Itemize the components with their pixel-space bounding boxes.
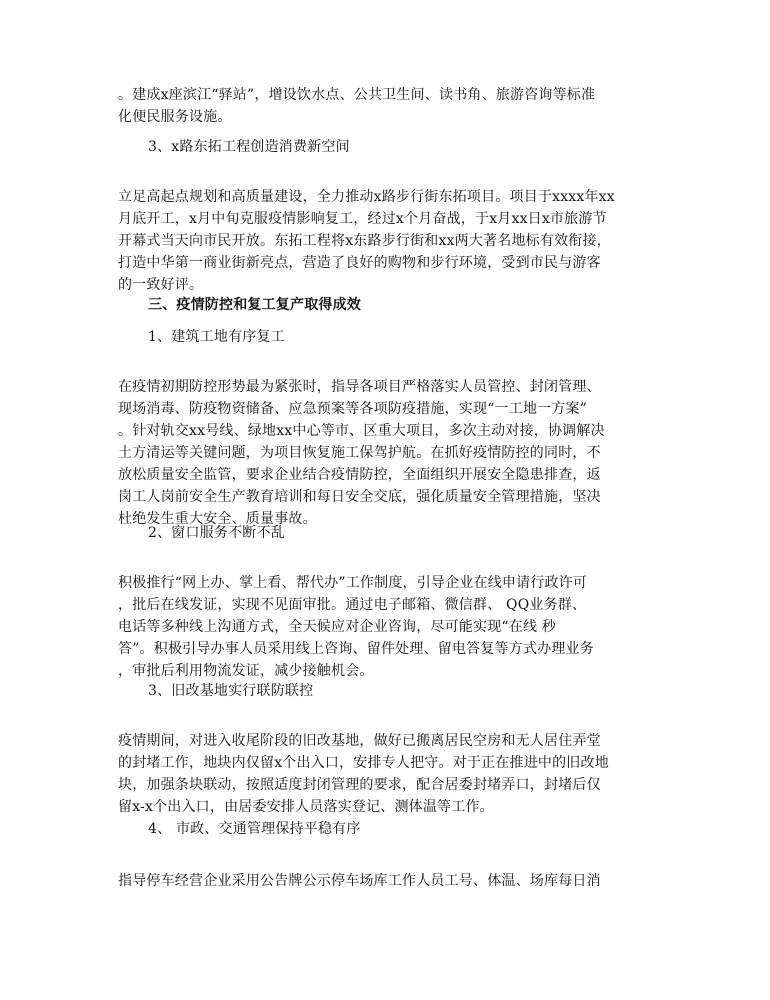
subheading-window-services: 2、窗口服务不断不乱 (148, 525, 285, 541)
section-heading-epidemic-control: 三、疫情防控和复工复产取得成效 (148, 297, 361, 313)
paragraph-old-renovation-bases: 疫情期间，对进入收尾阶段的旧改基地，做好已搬离居民空房和无人居住弄堂 的封堵工作，地块内仅留x个出入口，安排专人把守。对于正在推进中的旧改地 块，加强条块联动，按照适度封闭管理的要求，配合居委封堵弄口，封堵后仅 留x-x个出入口，由居委安排人员落实登记、测体温等工作。 (118, 733, 609, 815)
paragraph-window-services: 积极推行“网上办、掌上看、帮代办”工作制度，引导企业在线申请行政许可 ，批后在线发证，实现不见面审批。通过电子邮箱、微信群、 QQ业务群、 电话等多种线上沟通方式，全天候应对企业咨询，尽可能实现“在线 秒 答”。积极引导办事人员采用线上咨询、留件处理、留电答复等方式办理业务 ，审批后利用物流发证，减少接触机会。 (118, 575, 594, 679)
subheading-traffic-management: 4、 市政、交通管理保持平稳有序 (148, 821, 361, 837)
intro-paragraph: 。建成x座滨江“驿站”，增设饮水点、公共卫生间、读书角、旅游咨询等标准 化便民服务设施。 (118, 87, 596, 125)
subheading-construction-sites: 1、建筑工地有序复工 (148, 329, 285, 345)
paragraph-eastward-expansion: 立足高起点规划和高质量建设，全力推动x路步行街东拓项目。项目于xxxx年xx 月底开工，x月中旬克服疫情影响复工，经过x个月奋战，于x月xx日x市旅游节 开幕式当天向市民开放。东拓工程将x东路步行街和xx两大著名地标有效衔接， 打造中华第一商业街新亮点，营造了良好的购物和步行环境，受到市民与游客 的一致好评。 (118, 189, 615, 293)
subheading-old-renovation-bases: 3、旧改基地实行联防联控 (148, 683, 314, 699)
paragraph-construction-sites: 在疫情初期防控形势最为紧张时，指导各项目严格落实人员管控、封闭管理、 现场消毒、防疫物资储备、应急预案等各项防疫措施，实现“一工地一方案” 。针对轨交xx号线、绿地xx中心等市、区重大项目，多次主动对接，协调解决 土方清运等关键问题，为项目恢复施工保驾护航。在抓好疫情防控的同时，不 放松质量安全监管，要求企业结合疫情防控，全面组织开展安全隐患排查，返 岗工人岗前安全生产教育培训和每日安全交底，强化质量安全管理措施，坚决 杜绝发生重大安全、质量事故。 (118, 379, 605, 527)
paragraph-traffic-management: 指导停车经营企业采用公告牌公示停车场库工作人员工号、体温、场库每日消 (118, 873, 601, 889)
subheading-eastward-expansion: 3、x路东拓工程创造消费新空间 (148, 139, 350, 155)
